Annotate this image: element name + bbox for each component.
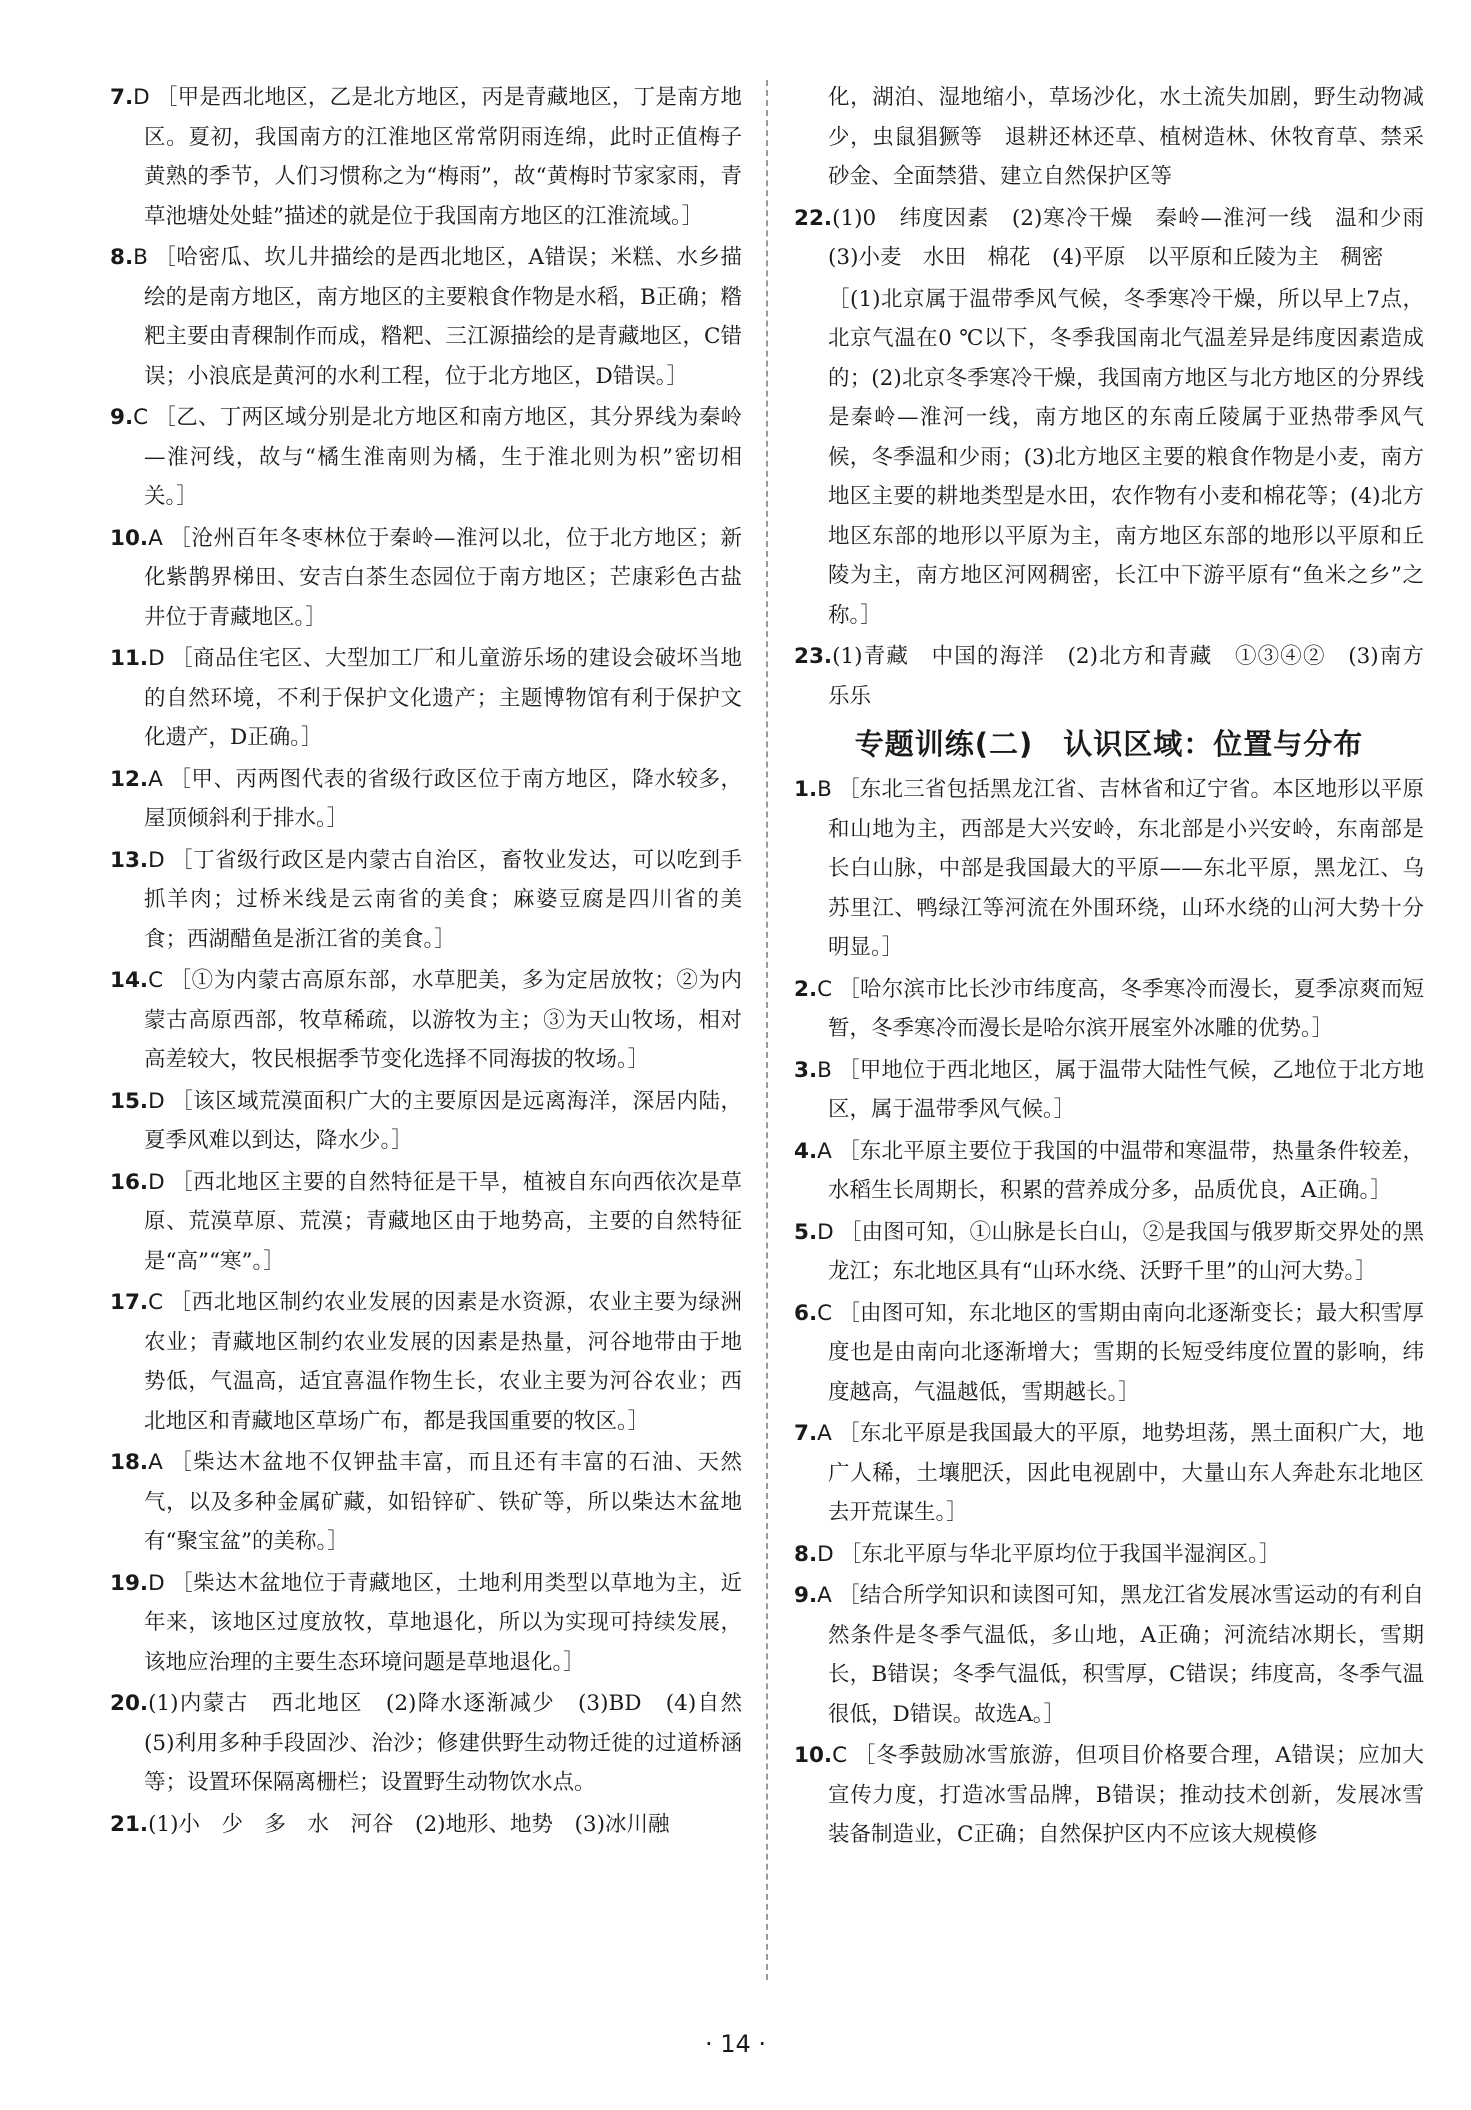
question-number: 19.: [110, 1570, 149, 1596]
question-number: 9.: [110, 405, 134, 430]
answer-explanation: ［甲地位于西北地区，属于温带大陆性气候，乙地位于北方地区，属于温带季风气候。］: [828, 1057, 1424, 1122]
right-top-answers: [794, 78, 1446, 716]
answer-explanation: ［东北三省包括黑龙江省、吉林省和辽宁省。本区地形以平原和山地为主，西部是大兴安岭，东北部是小兴安岭，东南部是长白山脉，中部是我国最大的平原——东北平原，黑龙江、乌苏里江、鸭绿江等河流在外围环绕，山环水绕的山河大势十分明显。］: [828, 777, 1424, 960]
question-number: 11.: [110, 646, 149, 671]
answer-item: [110, 760, 742, 839]
answer-explanation: ［该区域荒漠面积广大的主要原因是远离海洋，深居内陆，夏季风难以到达，降水少。］: [144, 1088, 742, 1153]
answer-explanation: ［柴达木盆地不仅钾盐丰富，而且还有丰富的石油、天然气，以及多种金属矿藏，如铅锌矿、铁矿等，所以柴达木盆地有“聚宝盆”的美称。］: [144, 1450, 742, 1554]
answer-item: [794, 1535, 1424, 1575]
question-number: 16.: [110, 1169, 149, 1195]
question-number: 3.: [794, 1057, 818, 1083]
question-number: 10.: [794, 1743, 833, 1768]
answer-explanation: (1)0 纬度因素 (2)寒冷干燥 秦岭—淮河一线 温和少雨 (3)小麦 水田 棉花 (4)平原 以平原和丘陵为主 稠密: [828, 205, 1446, 270]
answer-item: [110, 1805, 742, 1845]
answer-choice: D: [148, 1570, 165, 1596]
page-number: · 14 ·: [704, 2030, 767, 2058]
answer-choice: B: [817, 1057, 832, 1083]
answer-choice: D: [148, 1169, 165, 1195]
question-number: 18.: [110, 1450, 149, 1475]
answer-item: [794, 1294, 1424, 1413]
answer-explanation: ［哈密瓜、坎儿井描绘的是西北地区，A错误；米糕、水乡描绘的是南方地区，南方地区的主要粮食作物是水稻，B正确；糌粑主要由青稞制作而成，糌粑、三江源描绘的是青藏地区，C错误；小浪底是黄河的水利工程，位于北方地区，D错误。］: [144, 245, 742, 389]
question-number: 21.: [110, 1811, 149, 1837]
answer-choice: C: [148, 1290, 164, 1315]
answer-item: [794, 1414, 1424, 1533]
question-number: 14.: [110, 968, 149, 993]
answer-choice: D: [148, 1088, 165, 1114]
answer-explanation: ［甲是西北地区，乙是北方地区，丙是青藏地区，丁是南方地区。夏初，我国南方的江淮地区常常阴雨连绵，此时正值梅子黄熟的季节，人们习惯称之为“梅雨”，故“黄梅时节家家雨，青草池塘处处蛙”描述的就是位于我国南方地区的江淮流域。］: [144, 85, 742, 229]
answer-choice: A: [817, 1583, 832, 1608]
answer-explanation: ［(1)北京属于温带季风气候，冬季寒冷干燥，所以早上7点，北京气温在0 ℃以下，冬季我国南北气温差异是纬度因素造成的；(2)北京冬季寒冷干燥，我国南方地区与北方地区的分界线是秦岭—淮河一线，南方地区的东南丘陵属于亚热带季风气候，冬季温和少雨；(3)北方地区主要的粮食作物是小麦，南方地区主要的耕地类型是水田，农作物有小麦和棉花等；(4)北方地区东部的地形以平原为主，南方地区东部的地形以平原和丘陵为主，南方地区河网稠密，长江中下游平原有“鱼米之乡”之称。］: [828, 286, 1424, 628]
question-number: 22.: [794, 205, 833, 231]
answer-item: [110, 1163, 742, 1282]
answer-explanation: (1)小 少 多 水 河谷 (2)地形、地势 (3)冰川融: [148, 1811, 670, 1837]
answer-explanation: ［丁省级行政区是内蒙古自治区，畜牧业发达，可以吃到手抓羊肉；过桥米线是云南省的美食；麻婆豆腐是四川省的美食；西湖醋鱼是浙江省的美食。］: [144, 847, 742, 952]
answer-item: [794, 280, 1424, 636]
answer-item: [110, 238, 742, 396]
answer-explanation: ［东北平原与华北平原均位于我国半湿润区。］: [839, 1541, 1281, 1567]
question-number: 23.: [794, 644, 833, 669]
question-number: 20.: [110, 1691, 149, 1716]
answer-explanation: ［结合所学知识和读图可知，黑龙江省发展冰雪运动的有利自然条件是冬季气温低，多山地，A正确；河流结冰期长，雪期长，B错误；冬季气温低，积雪厚，C错误；纬度高，冬季气温很低，D错误。故选A。］: [828, 1583, 1424, 1727]
right-bottom-answers: [794, 770, 1424, 1855]
answer-item: [794, 199, 1446, 278]
answer-choice: A: [817, 1421, 832, 1446]
question-number: 17.: [110, 1290, 149, 1315]
answer-explanation: ［商品住宅区、大型加工厂和儿童游乐场的建设会破坏当地的自然环境，不利于保护文化遗产；主题博物馆有利于保护文化遗产，D正确。］: [144, 646, 742, 750]
answer-explanation: (1)内蒙古 西北地区 (2)降水逐渐减少 (3)BD (4)自然 (5)利用多种手段固沙、治沙；修建供野生动物迁徙的过道桥涵等；设置环保隔离栅栏；设置野生动物饮水点。: [144, 1691, 764, 1795]
question-number: 7.: [110, 85, 134, 110]
answer-choice: A: [148, 525, 163, 551]
answer-explanation: ［冬季鼓励冰雪旅游，但项目价格要合理，A错误；应加大宣传力度，打造冰雪品牌，B错误；推动技术创新，发展冰雪装备制造业，C正确；自然保护区内不应该大规模修: [828, 1743, 1424, 1847]
question-number: 5.: [794, 1219, 818, 1245]
question-number: 1.: [794, 777, 818, 802]
question-number: 8.: [794, 1541, 818, 1567]
answer-choice: C: [148, 968, 164, 993]
answer-choice: D: [817, 1219, 834, 1245]
answer-explanation: ［由图可知，①山脉是长白山，②是我国与俄罗斯交界处的黑龙江；东北地区具有“山环水绕、沃野千里”的山河大势。］: [828, 1219, 1424, 1284]
answer-item: [794, 1736, 1424, 1855]
answer-choice: D: [148, 646, 165, 671]
answer-choice: B: [133, 245, 148, 270]
answer-item: [794, 1576, 1424, 1734]
answer-item: [110, 1082, 742, 1161]
answer-item: [110, 1564, 742, 1683]
answer-item: [794, 770, 1424, 968]
answer-item: [110, 78, 742, 236]
answer-choice: A: [817, 1138, 832, 1164]
left-column: [110, 78, 764, 1846]
answer-item: [110, 1443, 742, 1562]
answer-explanation: ［①为内蒙古高原东部，水草肥美，多为定居放牧；②为内蒙古高原西部，牧草稀疏，以游牧为主；③为天山牧场，相对高差较大，牧民根据季节变化选择不同海拔的牧场。］: [144, 968, 742, 1072]
answer-explanation: (1)青藏 中国的海洋 (2)北方和青藏 ①③④② (3)南方 乐乐: [828, 644, 1446, 709]
answer-item: [110, 1283, 742, 1441]
answer-choice: D: [133, 85, 150, 110]
column-divider: [766, 80, 768, 1980]
answer-item: [110, 398, 742, 517]
answer-item: [794, 1132, 1424, 1211]
answer-explanation: ［柴达木盆地位于青藏地区，土地利用类型以草地为主，近年来，该地区过度放牧，草地退化，所以为实现可持续发展，该地应治理的主要生态环境问题是草地退化。］: [144, 1570, 742, 1675]
answer-choice: A: [148, 1450, 163, 1475]
answer-explanation: ［哈尔滨市比长沙市纬度高，冬季寒冷而漫长，夏季凉爽而短暂，冬季寒冷而漫长是哈尔滨开展室外冰雕的优势。］: [828, 976, 1424, 1041]
right-column: [794, 78, 1446, 1857]
answer-choice: C: [832, 1743, 848, 1768]
question-number: 10.: [110, 525, 149, 551]
answer-item: [110, 519, 742, 638]
answer-item: [794, 637, 1446, 716]
answer-choice: A: [148, 766, 163, 792]
answer-choice: B: [817, 777, 832, 802]
answer-choice: D: [817, 1541, 834, 1567]
answer-explanation: ［沧州百年冬枣林位于秦岭—淮河以北，位于北方地区；新化紫鹊界梯田、安吉白茶生态园位于南方地区；芒康彩色古盐井位于青藏地区。］: [144, 525, 742, 630]
answer-item: [110, 961, 742, 1080]
question-number: 7.: [794, 1421, 818, 1446]
answer-explanation: ［西北地区主要的自然特征是干旱，植被自东向西依次是草原、荒漠草原、荒漠；青藏地区由于地势高，主要的自然特征是“高”“寒”。］: [144, 1169, 742, 1274]
answer-explanation: 化，湖泊、湿地缩小，草场沙化，水土流失加剧，野生动物减少，虫鼠猖獗等 退耕还林还草、植树造林、休牧育草、禁采砂金、全面禁猎、建立自然保护区等: [828, 85, 1424, 189]
question-number: 6.: [794, 1300, 818, 1326]
answer-explanation: ［西北地区制约农业发展的因素是水资源，农业主要为绿洲农业；青藏地区制约农业发展的因素是热量，河谷地带由于地势低，气温高，适宜喜温作物生长，农业主要为河谷农业；西北地区和青藏地区草场广布，都是我国重要的牧区。］: [144, 1290, 742, 1434]
answer-explanation: ［东北平原主要位于我国的中温带和寒温带，热量条件较差，水稻生长周期长，积累的营养成分多，品质优良，A正确。］: [828, 1138, 1424, 1203]
answer-explanation: ［东北平原是我国最大的平原，地势坦荡，黑土面积广大，地广人稀，土壤肥沃，因此电视剧中，大量山东人奔赴东北地区去开荒谋生。］: [828, 1421, 1424, 1525]
question-number: 13.: [110, 847, 149, 873]
question-number: 9.: [794, 1583, 818, 1608]
answer-explanation: ［乙、丁两区域分别是北方地区和南方地区，其分界线为秦岭—淮河线，故与“橘生淮南则为橘，生于淮北则为枳”密切相关。］: [144, 405, 742, 509]
question-number: 2.: [794, 976, 818, 1002]
answer-item: [794, 970, 1424, 1049]
question-number: 12.: [110, 766, 149, 792]
answer-choice: C: [133, 405, 149, 430]
answer-explanation: ［甲、丙两图代表的省级行政区位于南方地区，降水较多，屋顶倾斜利于排水。］: [144, 766, 742, 831]
answer-choice: D: [148, 847, 165, 873]
answer-choice: C: [817, 1300, 833, 1326]
answer-item: [794, 78, 1424, 197]
question-number: 8.: [110, 245, 134, 270]
answer-choice: C: [817, 976, 833, 1002]
section-title: 专题训练(二) 认识区域：位置与分布: [854, 727, 1364, 761]
answer-item: [110, 1684, 764, 1803]
answer-item: [110, 841, 742, 960]
question-number: 15.: [110, 1088, 149, 1114]
answer-item: [794, 1213, 1424, 1292]
question-number: 4.: [794, 1138, 818, 1164]
answer-item: [110, 639, 742, 758]
answer-item: [794, 1051, 1424, 1130]
answer-explanation: ［由图可知，东北地区的雪期由南向北逐渐变长；最大积雪厚度也是由南向北逐渐增大；雪期的长短受纬度位置的影响，纬度越高，气温越低，雪期越长。］: [828, 1300, 1424, 1405]
